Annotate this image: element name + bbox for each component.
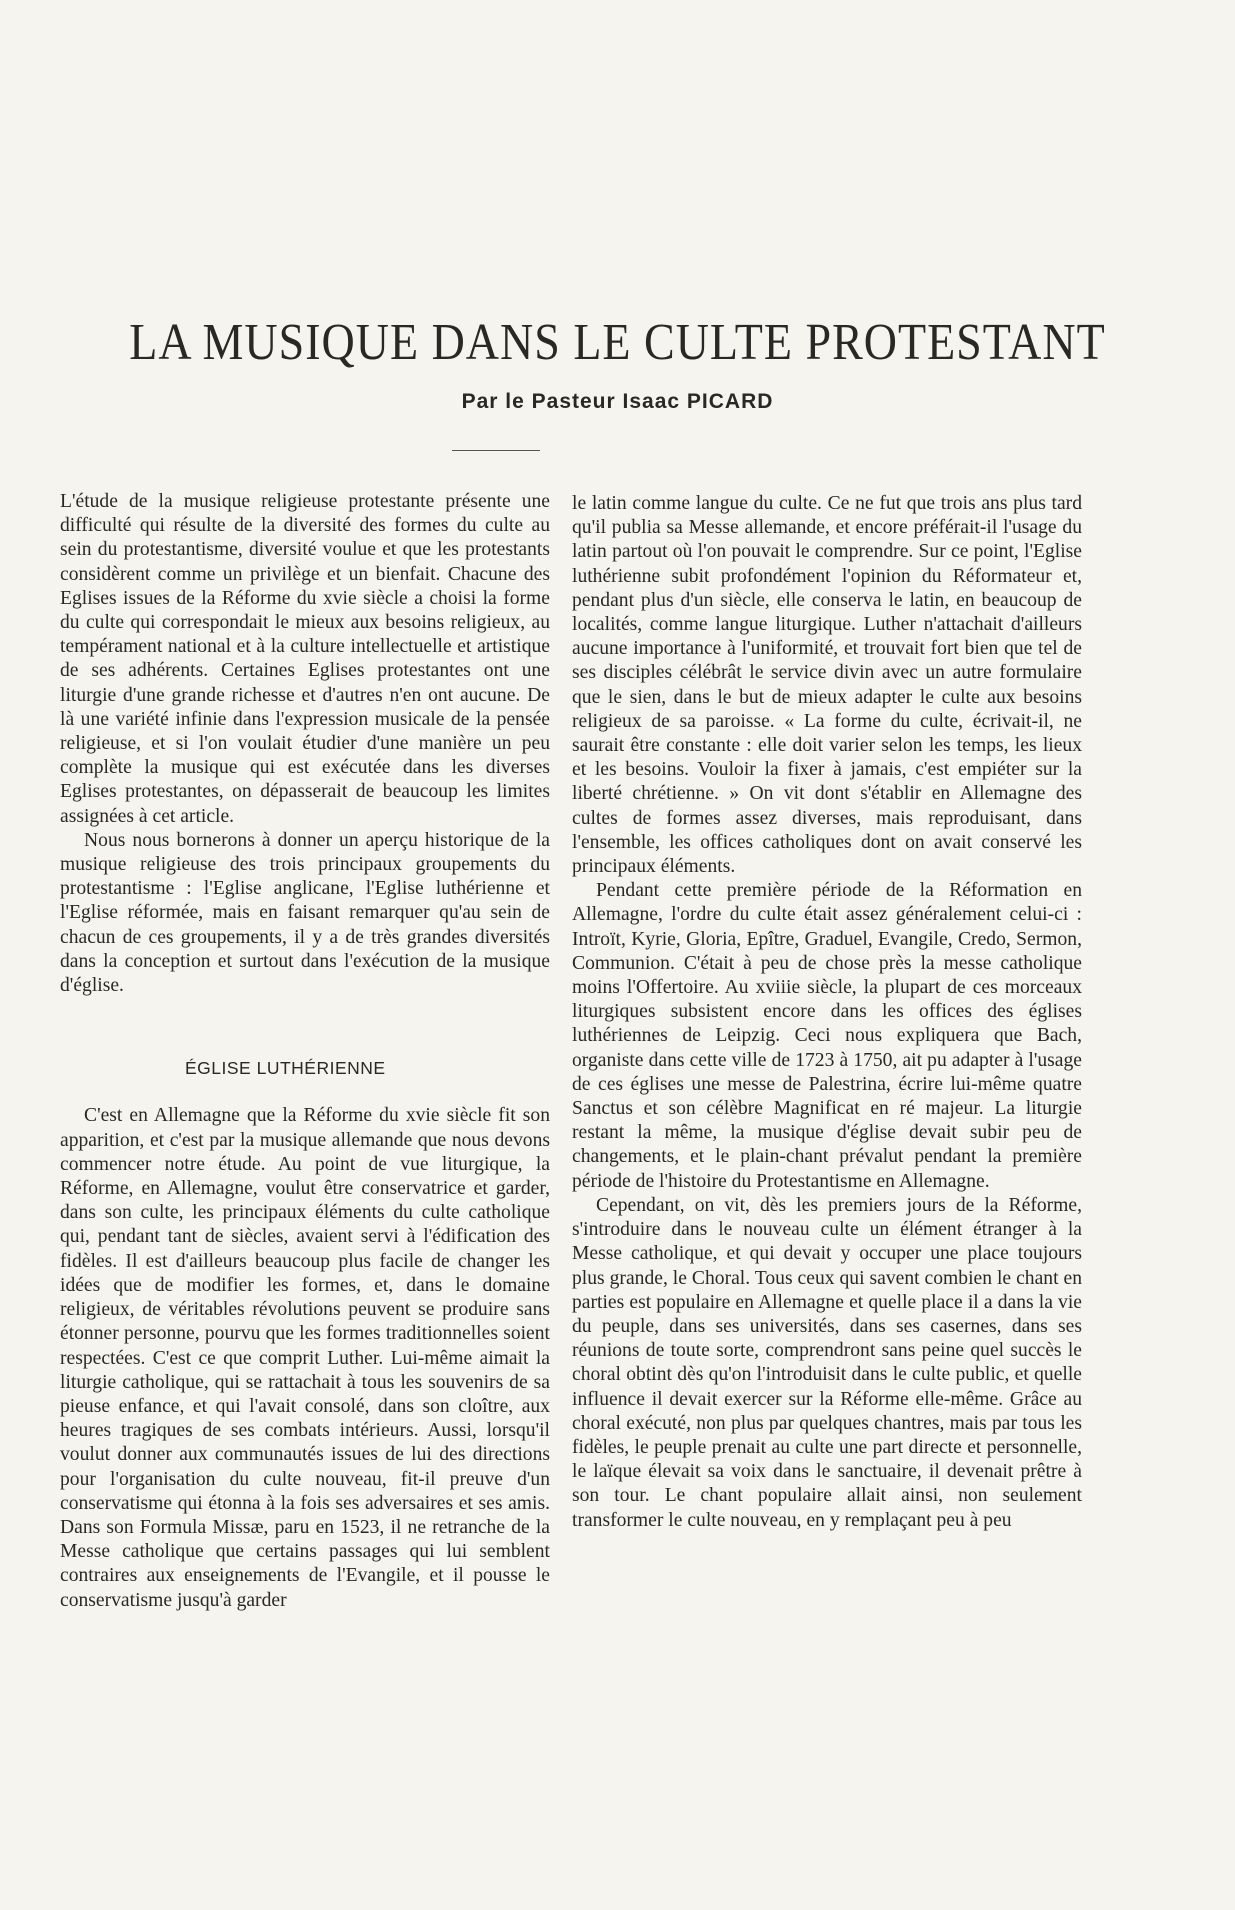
paragraph: Pendant cette première période de la Réformation en Allemagne, l'ordre du culte était assez généralement celui-ci : Introït, Kyrie, Gloria, Epître, Graduel, Evangile, Credo, Sermon, Communion. C'était à peu de chose près la messe catholique moins l'Offertoire. Au xviiie siècle, la plupart de ces morceaux liturgiques subsistent encore dans les offices des églises luthériennes de Leipzig. Ceci nous expliquera que Bach, organiste dans cette ville de 1723 à 1750, ait pu adapter à l'usage de ces églises une messe de Palestrina, écrire lui-même quatre Sanctus et son célèbre Magnificat en ré majeur. La liturgie restant la même, la musique d'église devait subir peu de changements, et le plain-chant prévalut pendant la première période de l'histoire du Protestantisme en Allemagne. <box>572 880 1082 1192</box>
article-title: LA MUSIQUE DANS LE CULTE PROTESTANT <box>129 313 1106 371</box>
section-heading: ÉGLISE LUTHÉRIENNE <box>185 1058 386 1079</box>
left-column <box>60 490 550 1613</box>
paragraph: L'étude de la musique religieuse protestante présente une difficulté qui résulte de la diversité des formes du culte au sein du protestantisme, diversité voulue et que les protestants considèrent comme un privilège et un bienfait. Chacune des Eglises issues de la Réforme du xvie siècle a choisi la forme du culte qui correspondait le mieux aux besoins religieux, au tempérament national et à la culture intellectuelle et artistique de ses adhérents. Certaines Eglises protestantes ont une liturgie d'une grande richesse et d'autres n'en ont aucune. De là une variété infinie dans l'expression musicale de la pensée religieuse, et si l'on voulait étudier d'une manière un peu complète la musique qui est exécutée dans les diverses Eglises protestantes, on dépasserait de beaucoup les limites assignées à cet article. <box>60 491 550 827</box>
title-rule <box>452 450 540 451</box>
right-column <box>572 492 1082 1533</box>
paragraph: Nous nous bornerons à donner un aperçu historique de la musique religieuse des trois principaux groupements du protestantisme : l'Eglise anglicane, l'Eglise luthérienne et l'Eglise réformée, mais en faisant remarquer qu'au sein de chacun de ces groupements, il y a de très grandes diversités dans la conception et surtout dans l'exécution de la musique d'église. <box>60 829 550 997</box>
paragraph: Cependant, on vit, dès les premiers jours de la Réforme, s'introduire dans le nouveau culte un élément étranger à la Messe catholique, et qui devait y occuper une place toujours plus grande, le Choral. Tous ceux qui savent combien le chant en parties est populaire en Allemagne et quelle place il a dans la vie du peuple, dans ses universités, dans ses casernes, dans ses réunions de toute sorte, comprendront sans peine quel succès le choral obtint dès qu'on l'introduisit dans le culte public, et quelle influence il devait exercer sur la Réforme elle-même. Grâce au choral exécuté, non plus par quelques chantres, mais par tous les fidèles, le peuple prenait au culte une part directe et personnelle, le laïque élevait sa voix dans le sanctuaire, il devenait prêtre à son tour. Le chant populaire allait ainsi, non seulement transformer le culte nouveau, en y remplaçant peu à peu <box>572 1194 1082 1531</box>
paragraph: C'est en Allemagne que la Réforme du xvie siècle fit son apparition, et c'est par la musique allemande que nous devons commencer notre étude. Au point de vue liturgique, la Réforme, en Allemagne, voulut être conservatrice et garder, dans son culte, les principaux éléments du culte catholique qui, pendant tant de siècles, avaient servi à l'édification des fidèles. Il est d'ailleurs beaucoup plus facile de changer les idées que de modifier les formes, et, dans le domaine religieux, de véritables révolutions peuvent se produire sans étonner personne, pourvu que les formes traditionnelles soient respectées. C'est ce que comprit Luther. Lui-même aimait la liturgie catholique, qui se rattachait à tous les souvenirs de sa pieuse enfance, et qui l'avait consolé, dans son cloître, aux heures tragiques de ses combats intérieurs. Aussi, lorsqu'il voulut donner aux communautés issues de lui des directions pour l'organisation du culte nouveau, fit-il preuve d'un conservatisme qui étonna à la fois ses adversaires et ses amis. Dans son Formula Missæ, paru en 1523, il ne retranche de la Messe catholique que certains passages qui lui semblent contraires aux enseignements de l'Evangile, et il pousse le conservatisme jusqu'à garder <box>60 1105 550 1611</box>
article-byline: Par le Pasteur Isaac PICARD <box>461 390 774 413</box>
paragraph: le latin comme langue du culte. Ce ne fut que trois ans plus tard qu'il publia sa Messe allemande, et encore préférait-il l'usage du latin partout où l'on pouvait le comprendre. Sur ce point, l'Eglise luthérienne subit profondément l'opinion du Réformateur et, pendant plus d'un siècle, elle conserva le latin, en beaucoup de localités, comme langue liturgique. Luther n'attachait d'ailleurs aucune importance à l'uniformité, et trouvait fort bien que tel de ses disciples célébrât le service divin avec un autre formulaire que le sien, dans le but de mieux adapter le culte aux besoins religieux de sa paroisse. « La forme du culte, écrivait-il, ne saurait être constante : elle doit varier selon les temps, les lieux et les besoins. Vouloir la fixer à jamais, c'est empiéter sur la liberté chrétienne. » On vit dont s'établir en Allemagne des cultes de formes assez diverses, mais reproduisant, dans l'ensemble, les offices catholiques dont on avait conservé les principaux éléments. <box>572 493 1082 878</box>
